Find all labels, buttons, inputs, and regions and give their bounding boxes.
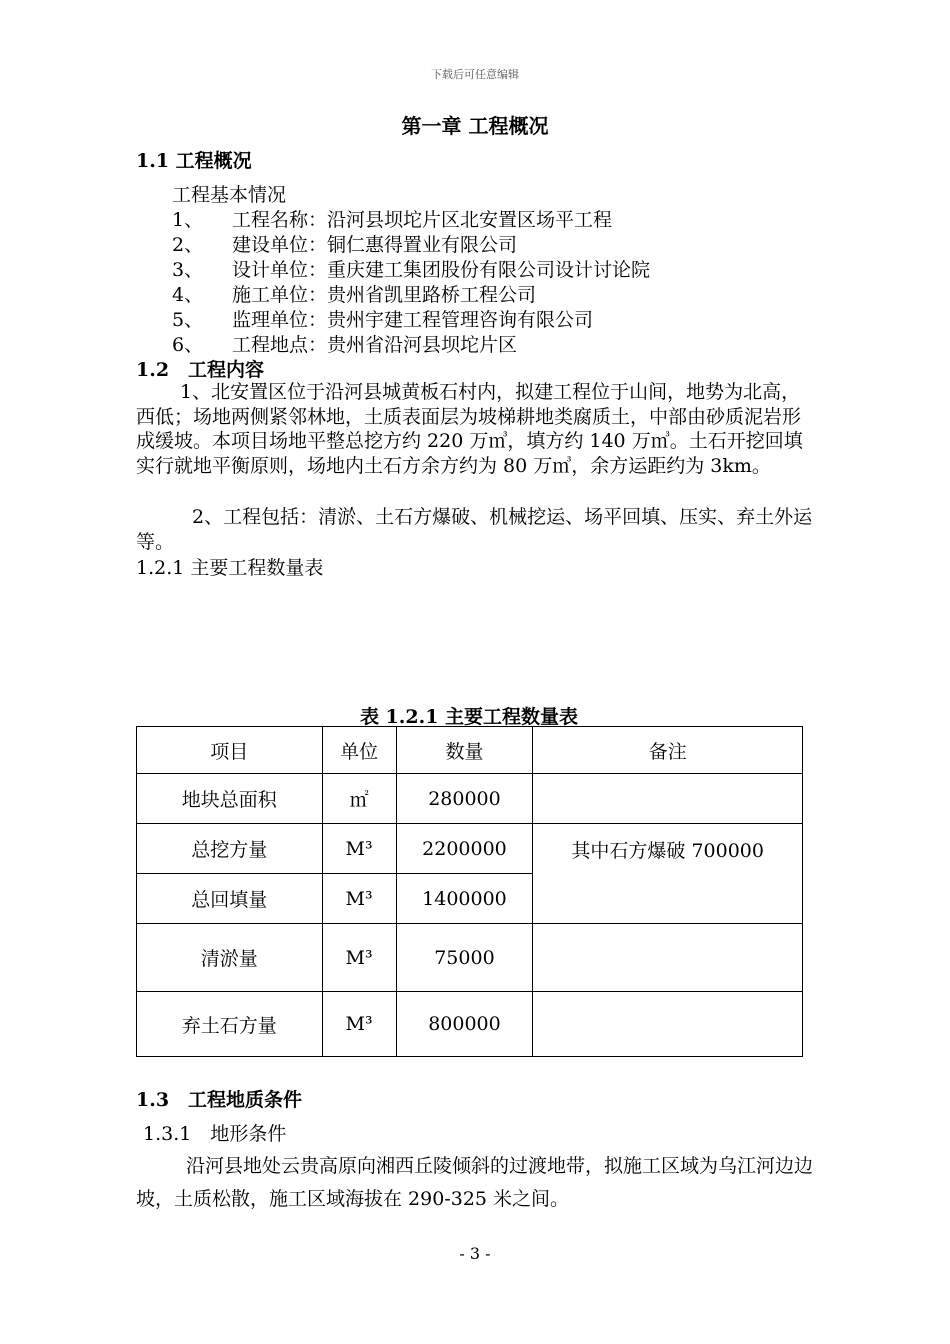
info-item-6 [172,330,517,357]
subsection-1-3-1-heading: 1.3.1 地形条件 [143,1123,287,1145]
table-cell-qty: 1400000 [396,874,533,924]
table-header-cell: 项目 [137,727,323,774]
table-cell-item: 弃土石方量 [137,992,323,1057]
table-cell-qty: 75000 [396,924,533,992]
table-cell-qty: 2200000 [396,824,533,874]
project-content-paragraph-2: 2、工程包括：清淤、土石方爆破、机械挖运、场平回填、压实、弃土外运等。 [136,506,813,553]
table-cell-qty: 800000 [396,992,533,1057]
info-item-number: 6、 [172,334,204,356]
table-cell-unit: M³ [322,924,396,992]
info-item-number: 3、 [172,259,204,281]
terrain-paragraph: 沿河县地处云贵高原向湘西丘陵倾斜的过渡地带，拟施工区域为乌江河边边坡，土质松散，施工区域海拔在 290-325 米之间。 [136,1155,814,1210]
table-cell-qty: 280000 [396,774,533,824]
info-item-text: 设计单位：重庆建工集团股份有限公司设计讨论院 [232,259,651,281]
chapter-title: 第一章 工程概况 [401,114,549,138]
info-item-number: 4、 [172,284,204,306]
page-number: - 3 - [459,1244,491,1263]
table-header-cell: 数量 [396,727,533,774]
section-1-3-heading: 1.3 工程地质条件 [136,1089,303,1111]
info-item-2 [172,230,517,257]
info-item-text: 工程名称：沿河县坝坨片区北安置区场平工程 [232,209,613,231]
basic-info-subheading: 工程基本情况 [172,184,287,206]
table-header-row [137,727,803,774]
project-content-paragraph-1: 1、北安置区位于沿河县城黄板石村内，拟建工程位于山间，地势为北高，西低；场地两侧紧邻林地，土质表面层为坡梯耕地类腐质土，中部由砂质泥岩形成缓坡。本项目场地平整总挖方约 220 万㎥，填方约 140 万㎥。土石开挖回填实行就地平衡原则，场地内土石方余方约为 80 万㎥，余方运距约为 3km。 [136,381,803,477]
table-cell-note: 其中石方爆破 700000 [533,824,803,924]
info-item-text: 监理单位：贵州宇建工程管理咨询有限公司 [232,309,594,331]
table-header-cell: 备注 [533,727,803,774]
info-item-number: 1、 [172,209,204,231]
table-cell-unit: M³ [322,992,396,1057]
info-item-1 [172,205,612,232]
quantity-table [136,726,803,1057]
table-row [137,774,803,824]
table-cell-item: 清淤量 [137,924,323,992]
table-row [137,824,803,874]
watermark-text: 下载后可任意编辑 [431,68,519,81]
table-cell-note [533,992,803,1057]
table-cell-item: 总挖方量 [137,824,323,874]
table-row [137,924,803,992]
table-cell-item: 总回填量 [137,874,323,924]
table-cell-note [533,924,803,992]
table-cell-unit: M³ [322,874,396,924]
info-item-text: 工程地点：贵州省沿河县坝坨片区 [232,334,518,356]
info-item-4 [172,280,536,307]
info-item-5 [172,305,593,332]
table-cell-unit: ㎡ [322,774,396,824]
table-row [137,992,803,1057]
table-cell-note [533,774,803,824]
table-caption: 表 1.2.1 主要工程数量表 [359,706,579,728]
info-item-text: 施工单位：贵州省凯里路桥工程公司 [232,284,537,306]
table-cell-unit: M³ [322,824,396,874]
table-header-cell: 单位 [322,727,396,774]
section-1-1-heading: 1.1 工程概况 [136,150,252,172]
info-item-text: 建设单位：铜仁惠得置业有限公司 [232,234,518,256]
table-cell-item: 地块总面积 [137,774,323,824]
info-item-number: 5、 [172,309,204,331]
subsection-1-2-1-heading: 1.2.1 主要工程数量表 [136,557,324,579]
section-1-2-heading: 1.2 工程内容 [136,359,265,381]
info-item-number: 2、 [172,234,204,256]
info-item-3 [172,255,650,282]
